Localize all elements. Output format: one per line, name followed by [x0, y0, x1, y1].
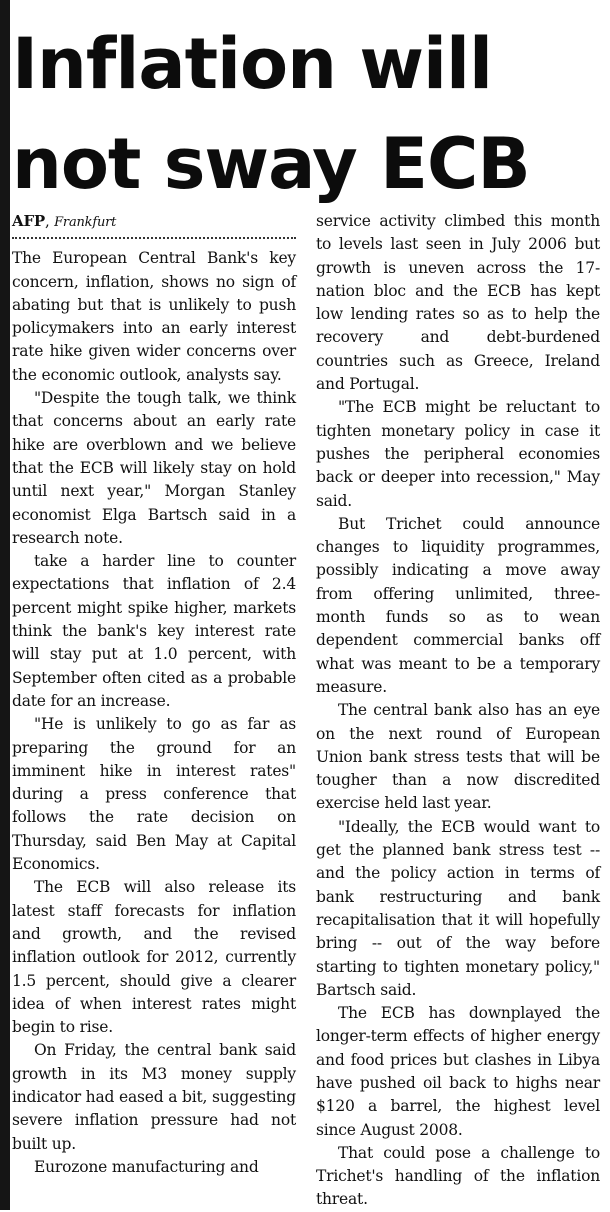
byline-location: Frankfurt: [54, 215, 117, 230]
byline-agency: AFP: [12, 212, 45, 230]
byline-divider: [12, 237, 296, 239]
paragraph: That could pose a challenge to Trichet's handling of the inflation threat.: [316, 1143, 600, 1209]
paragraph: But Trichet could announce changes to liquidity programmes, possibly indicating a move away from offering unlimited, three-month funds so as to wean dependent commercial banks off what was meant to be a temporary measure.: [316, 514, 600, 696]
paragraph: The ECB has downplayed the longer-term effects of higher energy and food prices but clashes in Libya have pushed oil back to highs near $120 a barrel, the highest level since August 2008.: [316, 1004, 600, 1139]
paragraph: service activity climbed this month to levels last seen in July 2006 but growth is uneven across the 17-nation bloc and the ECB has kept low lending rates so as to help the recovery and debt-burdened countries such as Greece, Ireland and Portugal.: [316, 212, 600, 394]
paragraph: "The ECB might be reluctant to tighten monetary policy in case it pushes the peripheral economies back or deeper into recession," May said.: [316, 398, 600, 510]
byline-separator: ,: [44, 212, 55, 230]
paragraph: "Ideally, the ECB would want to get the planned bank stress test -- and the policy action in terms of bank restructuring and bank recapitalisation that it will hopefully bring -- out of the way before starting to tighten monetary policy," Bartsch said.: [316, 817, 600, 999]
paragraph: take a harder line to counter expectations that inflation of 2.4 percent might spike higher, markets think the bank's key interest rate will stay put at 1.0 percent, with September often cited as a probable date for an increase.: [12, 552, 296, 710]
paragraph: On Friday, the central bank said growth in its M3 money supply indicator had eased a bit, suggesting severe inflation pressure had not built up.: [12, 1041, 296, 1153]
paragraph: The central bank also has an eye on the next round of European Union bank stress tests that will be tougher than a now discredited exercise held last year.: [316, 701, 600, 813]
paragraph: The European Central Bank's key concern, inflation, shows no sign of abating but that is unlikely to push policymakers into an early interest rate hike given wider concerns over the economic outlook, analysts say.: [12, 249, 296, 384]
paragraph: "He is unlikely to go as far as preparing the ground for an imminent hike in interest rates" during a press conference that follows the rate decision on Thursday, said Ben May at Capital Economics.: [12, 715, 296, 874]
headline: Inflation will not sway ECB: [12, 23, 530, 205]
left-column: [12, 210, 296, 1179]
byline: [12, 210, 296, 234]
right-column: [316, 210, 600, 1212]
paragraph: The ECB will also release its latest staff forecasts for inflation and growth, and the revised inflation outlook for 2012, currently 1.5 percent, should give a clearer idea of when interest rates might begin to rise.: [12, 878, 296, 1037]
page-edge-bar: [0, 0, 10, 1210]
paragraph: "Despite the tough talk, we think that concerns about an early rate hike are overblown and we believe that the ECB will likely stay on hold until next year," Morgan Stanley economist Elga Bartsch said in a research note.: [12, 389, 296, 547]
paragraph: Eurozone manufacturing and: [34, 1157, 259, 1176]
